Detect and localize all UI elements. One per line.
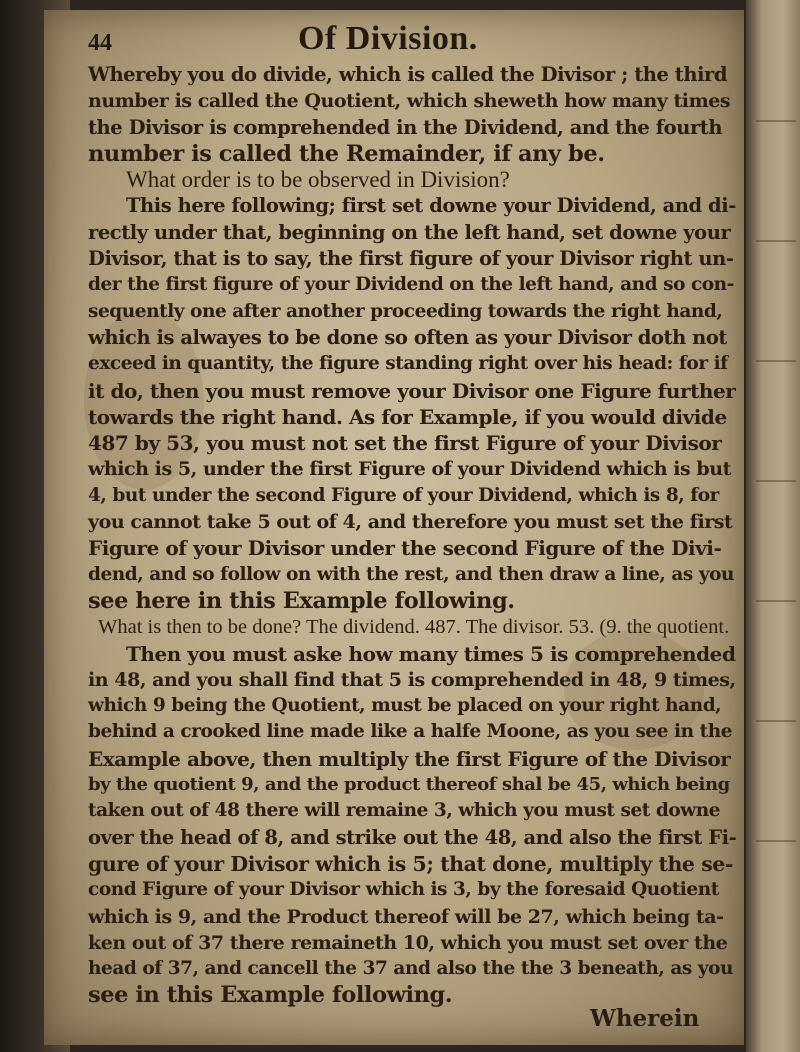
text-line: taken out of 48 there will remaine 3, which you must set downe [88,800,721,822]
text-line: see here in this Example following. [88,587,515,614]
catchword: Wherein [590,1005,700,1032]
text-line: by the quotient 9, and the product thereof shal be 45, which being [88,774,730,796]
text-line: der the first figure of your Dividend on the left hand, and so con- [88,274,734,296]
text-line: cond Figure of your Divisor which is 3, by the foresaid Quotient [88,879,719,901]
text-line: sequently one after another proceeding towards the right hand, [88,300,723,322]
text-line: in 48, and you shall find that 5 is comprehended in 48, 9 times, [88,668,736,691]
text-line: which 9 being the Quotient, must be placed on your right hand, [88,695,722,717]
text-line: rectly under that, beginning on the left hand, set downe your [88,220,731,244]
text-line: head of 37, and cancell the 37 and also the the 3 beneath, as you [88,958,734,980]
text-line: Example above, then multiply the first Figure of the Divisor [88,746,731,771]
text-line: you cannot take 5 out of 4, and therefore you must set the first [88,511,733,534]
question-line: What order is to be observed in Division? [126,167,510,193]
text-line: which is 5, under the first Figure of your Dividend which is but [88,458,731,481]
example-line: What is then to be done? The dividend. 487. The divisor. 53. (9. the quotient. [98,616,730,639]
text-line: which is 9, and the Product thereof will be 27, which being ta- [88,905,724,928]
text-line: over the head of 8, and strike out the 48, and also the first Fi- [88,825,737,849]
adjacent-page-edge [746,0,800,1052]
text-line: number is called the Quotient, which sheweth how many times [88,90,731,113]
text-line: Whereby you do divide, which is called the Divisor ; the third [88,63,728,86]
page-number: 44 [88,30,112,56]
text-line: see in this Example following. [88,982,453,1009]
text-line: behind a crooked line made like a halfe Moone, as you see in the [88,721,733,743]
running-head: Of Division. [298,20,478,57]
text-line: which is alwayes to be done so often as your Divisor doth not [88,325,727,349]
text-line: Figure of your Divisor under the second Figure of the Divi- [88,536,722,561]
text-line: number is called the Remainder, if any be. [88,140,605,167]
text-line: gure of your Divisor which is 5; that done, multiply the se- [88,851,733,876]
page-header [88,12,736,62]
text-line: ken out of 37 there remaineth 10, which you must set over the [88,931,728,954]
text-line: the Divisor is comprehended in the Dividend, and the fourth [88,115,723,139]
text-line: 4, but under the second Figure of your Dividend, which is 8, for [88,484,719,506]
text-line: 487 by 53, you must not set the first Figure of your Divisor [88,431,722,456]
text-line: exceed in quantity, the figure standing right over his head: for if [88,353,728,375]
text-line: This here following; first set downe your Dividend, and di- [126,194,736,218]
text-line: Then you must aske how many times 5 is comprehended [126,641,736,666]
text-line: dend, and so follow on with the rest, and then draw a line, as you [88,563,735,585]
text-line: it do, then you must remove your Divisor one Figure further [88,378,736,403]
text-line: Divisor, that is to say, the first figure of your Divisor right un- [88,247,734,271]
page-text [88,12,736,1009]
text-line: towards the right hand. As for Example, if you would divide [88,404,727,429]
